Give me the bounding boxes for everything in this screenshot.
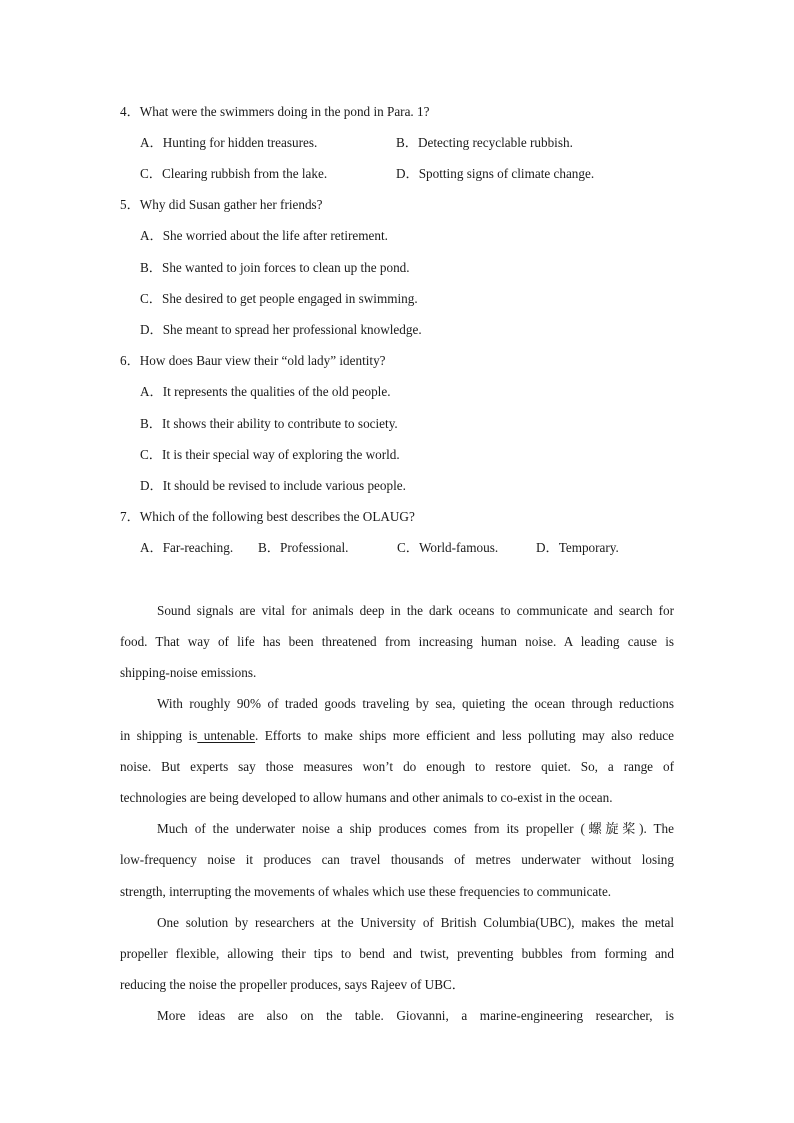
question-6-option-c: C．It is their special way of exploring the world. — [140, 447, 400, 462]
question-7-option-d: D．Temporary. — [536, 540, 619, 555]
paragraph-line: low-frequency noise it produces can travel thousands of metres underwater without losing — [120, 852, 674, 867]
underlined-word-untenable: untenable — [197, 728, 256, 743]
paragraph-line: More ideas are also on the table. Giovanni, a marine-engineering researcher, is — [157, 1008, 674, 1023]
question-6-option-a: A．It represents the qualities of the old people. — [140, 384, 391, 399]
paragraph-line: With roughly 90% of traded goods traveling by sea, quieting the ocean through reductions — [157, 696, 674, 711]
question-5-stem: 5．Why did Susan gather her friends? — [120, 197, 323, 212]
paragraph-line: technologies are being developed to allow humans and other animals to co-exist in the ocean. — [120, 790, 613, 805]
line-text: . Efforts to make ships more efficient and less polluting may also reduce — [255, 728, 674, 743]
paragraph-line: shipping-noise emissions. — [120, 665, 257, 680]
paragraph-line: One solution by researchers at the University of British Columbia(UBC), makes the metal — [157, 915, 674, 930]
question-4-option-a: A．Hunting for hidden treasures. — [140, 135, 318, 150]
paragraph-line — [120, 728, 674, 744]
question-6-option-b: B．It shows their ability to contribute to society. — [140, 416, 398, 431]
question-6-stem: 6．How does Baur view their “old lady” identity? — [120, 353, 386, 368]
question-5-option-d: D．She meant to spread her professional knowledge. — [140, 322, 422, 337]
line-text: in shipping is — [120, 728, 198, 743]
question-7-stem: 7．Which of the following best describes the OLAUG? — [120, 509, 415, 524]
question-7-option-b: B．Professional. — [258, 540, 349, 555]
question-4-option-c: C．Clearing rubbish from the lake. — [140, 166, 328, 181]
paragraph-line: Sound signals are vital for animals deep in the dark oceans to communicate and search for — [157, 603, 674, 618]
question-4-option-b: B．Detecting recyclable rubbish. — [396, 135, 573, 150]
question-5-option-b: B．She wanted to join forces to clean up the pond. — [140, 260, 410, 275]
question-4-option-d: D．Spotting signs of climate change. — [396, 166, 595, 181]
paragraph-line: propeller flexible, allowing their tips to bend and twist, preventing bubbles from forming and — [120, 946, 674, 961]
paragraph-line: reducing the noise the propeller produces, says Rajeev of UBC． — [120, 977, 465, 992]
paragraph-line: Much of the underwater noise a ship produces comes from its propeller (螺旋桨). The — [157, 821, 674, 836]
question-7-option-a: A．Far-reaching. — [140, 540, 234, 555]
question-6-option-d: D．It should be revised to include various people. — [140, 478, 406, 493]
paragraph-line: noise. But experts say those measures won’t do enough to restore quiet. So, a range of — [120, 759, 674, 774]
question-5-option-c: C．She desired to get people engaged in swimming. — [140, 291, 418, 306]
paragraph-line: strength, interrupting the movements of whales which use these frequencies to communicate. — [120, 884, 612, 899]
paragraph-line: food. That way of life has been threatened from increasing human noise. A leading cause is — [120, 634, 674, 649]
question-5-option-a: A．She worried about the life after retirement. — [140, 228, 388, 243]
question-4-stem: 4．What were the swimmers doing in the pond in Para. 1? — [120, 104, 430, 119]
question-7-option-c: C．World-famous. — [397, 540, 499, 555]
